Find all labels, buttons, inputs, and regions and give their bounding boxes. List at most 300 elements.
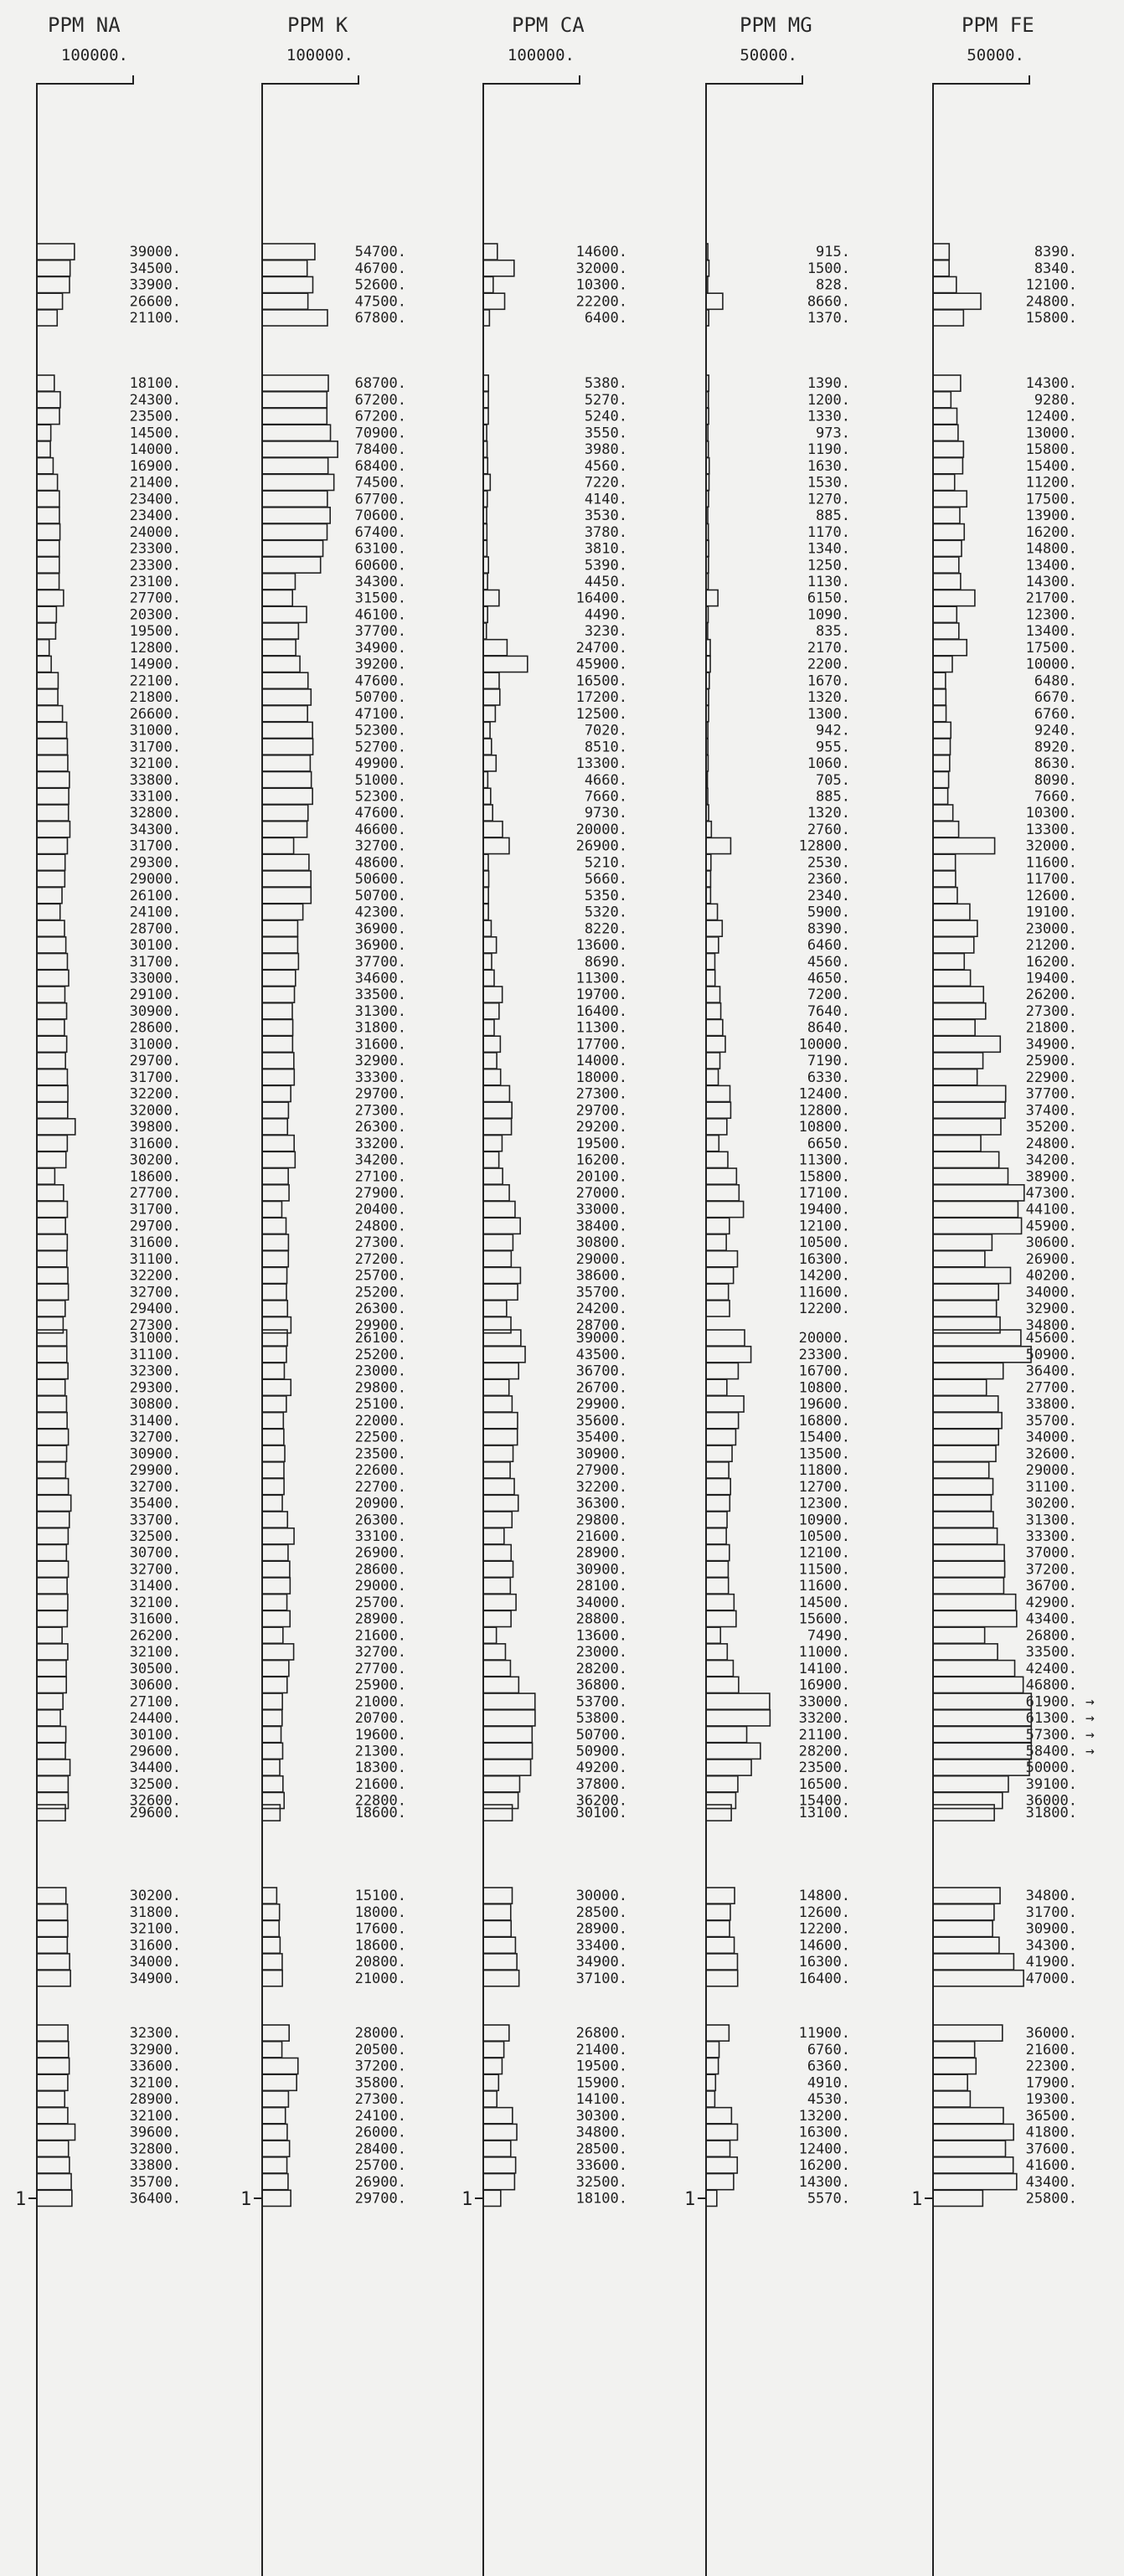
bar [706, 2190, 717, 2206]
value-label: 34300. [1025, 1937, 1077, 1955]
bar [262, 970, 296, 986]
value-label: 38600. [575, 1267, 627, 1285]
bar [262, 310, 327, 326]
value-label: 32700. [354, 1644, 406, 1662]
bar [37, 260, 70, 276]
value-label: 4490. [584, 606, 627, 624]
value-label: 52300. [354, 788, 406, 806]
value-label: 28500. [575, 2141, 627, 2158]
value-label: 942. [816, 722, 850, 739]
bar [706, 474, 709, 490]
value-label: 13300. [1025, 821, 1077, 838]
bar [706, 1363, 738, 1378]
bar [483, 920, 491, 936]
value-label: 31800. [1025, 1805, 1077, 1822]
column-ppm-ca [461, 13, 627, 2576]
bar [262, 672, 308, 688]
value-label: 4560. [807, 953, 850, 971]
bar [706, 689, 709, 705]
bar [483, 1151, 499, 1167]
value-label: 24700. [575, 639, 627, 657]
bar [933, 1267, 1010, 1283]
overflow-arrow: → [1085, 1742, 1095, 1760]
value-label: 32100. [129, 2074, 181, 2092]
bar [262, 590, 292, 605]
value-label: 4530. [807, 2091, 850, 2109]
bar [706, 1019, 723, 1035]
value-label: 22200. [575, 293, 627, 311]
bar [483, 1445, 513, 1461]
value-label: 30100. [575, 1805, 627, 1822]
value-label: 30900. [129, 1445, 181, 1463]
value-label: 34500. [129, 260, 181, 277]
bar [37, 722, 67, 738]
bar [262, 1069, 294, 1085]
value-label: 37200. [354, 2058, 406, 2075]
value-label: 47100. [354, 705, 406, 723]
bar [262, 888, 311, 904]
bar [37, 244, 75, 260]
value-label: 15800. [798, 1168, 850, 1186]
value-label: 14300. [798, 2173, 850, 2191]
bar [483, 507, 487, 523]
bar [262, 788, 312, 804]
bar [483, 1677, 518, 1692]
value-label: 43500. [575, 1346, 627, 1363]
bar [483, 458, 487, 474]
bar [706, 441, 709, 457]
bar [706, 1301, 730, 1316]
bar [37, 1085, 68, 1101]
bar [37, 788, 69, 804]
bar [483, 1479, 514, 1495]
value-label: 16700. [798, 1363, 850, 1380]
value-label: 15400. [798, 1792, 850, 1810]
value-label: 54700. [354, 244, 406, 261]
value-label: 33400. [575, 1937, 627, 1955]
value-label: 36200. [575, 1792, 627, 1810]
bar [706, 1759, 751, 1775]
bar [483, 1693, 535, 1709]
bar [37, 1347, 67, 1363]
value-label: 6480. [1034, 672, 1077, 690]
value-label: 2170. [807, 639, 850, 657]
value-label: 30200. [1025, 1495, 1077, 1512]
value-label: 11600. [798, 1284, 850, 1301]
value-label: 36900. [354, 920, 406, 938]
value-label: 17600. [354, 1920, 406, 1938]
value-label: 28900. [575, 1544, 627, 1562]
value-label: 29900. [354, 1316, 406, 1334]
value-label: 21600. [1025, 2041, 1077, 2058]
value-label: 828. [816, 276, 850, 294]
bar [37, 1218, 65, 1234]
value-label: 42400. [1025, 1660, 1077, 1677]
bar [37, 1805, 65, 1821]
value-label: 11300. [798, 1151, 850, 1169]
value-label: 31700. [129, 953, 181, 971]
bar [483, 1168, 503, 1184]
value-label: 21000. [354, 1970, 406, 1987]
value-label: 29100. [129, 987, 181, 1004]
value-label: 28900. [575, 1920, 627, 1938]
value-label: 32300. [129, 2025, 181, 2043]
max-scale-label: 50000. [967, 46, 1024, 64]
value-label: 33300. [354, 1069, 406, 1086]
bar [37, 1920, 68, 1936]
bar [262, 937, 297, 953]
bar [262, 1136, 294, 1151]
value-label: 20700. [354, 1710, 406, 1728]
bar [483, 822, 503, 837]
value-label: 14300. [1025, 573, 1077, 590]
bar [706, 1185, 739, 1201]
bar [37, 1495, 71, 1511]
bar [483, 1710, 535, 1726]
bar [933, 2042, 975, 2058]
bar [706, 260, 709, 276]
value-label: 16300. [798, 1250, 850, 1268]
value-label: 25700. [354, 1267, 406, 1285]
bar [483, 1644, 505, 1660]
value-label: 13600. [575, 937, 627, 955]
bar [933, 1727, 1031, 1743]
bar [706, 1445, 732, 1461]
bar [262, 837, 294, 853]
bar [933, 689, 946, 705]
bar [706, 2074, 715, 2090]
value-label: 34900. [354, 639, 406, 657]
value-label: 27900. [575, 1462, 627, 1480]
bar [262, 2157, 287, 2173]
bar [706, 1330, 745, 1346]
bar [933, 970, 971, 986]
bar [706, 408, 709, 424]
value-label: 14900. [129, 656, 181, 673]
bar [262, 1495, 282, 1511]
bar [37, 772, 70, 788]
value-label: 5390. [584, 557, 627, 574]
bar [262, 772, 312, 788]
value-label: 31600. [354, 1036, 406, 1054]
bar [483, 590, 499, 605]
value-label: 29000. [1025, 1462, 1077, 1480]
value-label: 13300. [575, 755, 627, 773]
bar [262, 1610, 290, 1626]
bar [933, 2025, 1003, 2041]
bar [706, 1267, 734, 1283]
bar [262, 1301, 287, 1316]
bar [262, 854, 309, 870]
bar [706, 244, 708, 260]
value-label: 61900. [1025, 1693, 1077, 1711]
value-label: 47600. [354, 672, 406, 690]
value-label: 37200. [1025, 1561, 1077, 1579]
value-label: 32700. [129, 1429, 181, 1446]
bar [933, 888, 957, 904]
bar [483, 805, 492, 821]
value-label: 34900. [129, 1970, 181, 1987]
bar [262, 2108, 286, 2124]
bar [706, 1920, 730, 1936]
bar [933, 1301, 997, 1316]
value-label: 8220. [584, 920, 627, 938]
value-label: 34800. [1025, 1316, 1077, 1334]
bar [262, 1759, 280, 1775]
bar [37, 2042, 69, 2058]
bar [706, 557, 709, 573]
bar [37, 1971, 70, 1986]
value-label: 16900. [798, 1677, 850, 1694]
bar [933, 1330, 1021, 1346]
value-label: 5900. [807, 904, 850, 921]
bar [37, 805, 69, 821]
value-label: 35400. [575, 1429, 627, 1446]
bar [706, 2058, 719, 2074]
bar [262, 574, 295, 590]
bar [262, 1347, 286, 1363]
bar [706, 1561, 728, 1577]
bar [262, 425, 331, 440]
value-label: 41900. [1025, 1954, 1077, 1971]
value-label: 1300. [807, 705, 850, 723]
value-label: 78400. [354, 441, 406, 459]
bar [262, 524, 327, 540]
value-label: 39800. [129, 1119, 181, 1136]
value-label: 19300. [1025, 2091, 1077, 2109]
value-label: 10300. [1025, 805, 1077, 822]
value-label: 33700. [129, 1512, 181, 1529]
bar [262, 2074, 296, 2090]
value-label: 27700. [129, 1185, 181, 1202]
bar [262, 1251, 288, 1267]
bar [262, 987, 295, 1002]
value-label: 34900. [1025, 1036, 1077, 1054]
bar [37, 1379, 65, 1395]
value-label: 28600. [129, 1019, 181, 1037]
bar [262, 557, 321, 573]
value-label: 1390. [807, 375, 850, 393]
bar [933, 904, 970, 920]
value-label: 22900. [1025, 1069, 1077, 1086]
value-label: 28100. [575, 1578, 627, 1595]
bar [483, 2025, 509, 2041]
bar [706, 2124, 737, 2140]
bar [933, 1495, 991, 1511]
column-title: PPM K [287, 13, 348, 37]
bar [706, 755, 708, 771]
bar [706, 1102, 730, 1118]
value-label: 46100. [354, 606, 406, 624]
value-label: 28200. [575, 1660, 627, 1677]
bar [262, 1644, 294, 1660]
value-label: 35700. [129, 2173, 181, 2191]
bar [483, 2141, 511, 2156]
value-label: 34300. [354, 573, 406, 590]
bar [262, 1971, 282, 1986]
value-label: 2360. [807, 871, 850, 889]
value-label: 32100. [129, 1644, 181, 1662]
bar [706, 1578, 729, 1594]
bar [483, 1003, 499, 1019]
value-label: 1530. [807, 474, 850, 492]
value-label: 31100. [129, 1250, 181, 1268]
bar [262, 739, 313, 755]
value-label: 29000. [129, 871, 181, 889]
value-label: 32500. [129, 1775, 181, 1793]
value-label: 6400. [584, 310, 627, 327]
bar [483, 1610, 511, 1626]
value-label: 14800. [1025, 540, 1077, 558]
value-label: 21300. [354, 1743, 406, 1760]
bar [262, 491, 327, 507]
value-label: 36000. [1025, 2025, 1077, 2043]
value-label: 1130. [807, 573, 850, 590]
bar [933, 441, 963, 457]
axis-line [933, 75, 1029, 2576]
value-label: 33200. [798, 1710, 850, 1728]
bar [706, 1119, 727, 1135]
bar [483, 1136, 502, 1151]
value-label: 19600. [354, 1726, 406, 1744]
bar [483, 954, 492, 970]
value-label: 36400. [1025, 1363, 1077, 1380]
bar [483, 1185, 509, 1201]
bar [37, 1251, 67, 1267]
bar [483, 1085, 509, 1101]
bar [483, 1202, 515, 1218]
bar [706, 904, 718, 920]
value-label: 7220. [584, 474, 627, 492]
value-label: 22800. [354, 1792, 406, 1810]
bar [37, 706, 63, 722]
value-label: 5660. [584, 871, 627, 889]
bar [262, 755, 310, 771]
value-label: 16400. [798, 1970, 850, 1987]
value-label: 31500. [354, 590, 406, 607]
value-label: 12800. [129, 639, 181, 657]
bar [262, 1479, 284, 1495]
bar [483, 1330, 521, 1346]
value-label: 19500. [575, 1135, 627, 1152]
bar [933, 392, 951, 408]
bar [933, 276, 956, 292]
value-label: 11600. [798, 1578, 850, 1595]
value-label: 15100. [354, 1888, 406, 1905]
value-label: 39600. [129, 2124, 181, 2141]
value-label: 20900. [354, 1495, 406, 1512]
value-label: 26800. [1025, 1627, 1077, 1645]
value-label: 32700. [129, 1478, 181, 1496]
bar [262, 1710, 282, 1726]
value-label: 10500. [798, 1234, 850, 1252]
value-label: 48600. [354, 854, 406, 872]
bar [37, 1330, 67, 1346]
value-label: 14500. [798, 1594, 850, 1611]
value-label: 32100. [129, 2107, 181, 2125]
bar [706, 706, 709, 722]
bar [262, 1561, 290, 1577]
value-label: 30200. [129, 1888, 181, 1905]
value-label: 47000. [1025, 1970, 1077, 1987]
bar [933, 2141, 1005, 2156]
value-label: 22300. [1025, 2058, 1077, 2075]
value-label: 30100. [129, 1726, 181, 1744]
value-label: 12400. [1025, 408, 1077, 425]
value-label: 2340. [807, 887, 850, 904]
bar [933, 1413, 1002, 1429]
bar [37, 1151, 66, 1167]
value-label: 29800. [575, 1512, 627, 1529]
value-label: 39000. [129, 244, 181, 261]
value-label: 29900. [129, 1462, 181, 1480]
value-label: 5240. [584, 408, 627, 425]
value-label: 67800. [354, 310, 406, 327]
bar [933, 1776, 1008, 1792]
bar [706, 954, 714, 970]
value-label: 32100. [129, 755, 181, 773]
value-label: 19400. [798, 1201, 850, 1218]
value-label: 14100. [798, 1660, 850, 1677]
value-label: 31300. [354, 1002, 406, 1020]
bar [37, 1069, 67, 1085]
bar [706, 1479, 730, 1495]
bar [37, 1396, 66, 1412]
value-label: 22700. [354, 1478, 406, 1496]
value-label: 27300. [354, 1102, 406, 1120]
column-ppm-fe [911, 13, 1095, 2576]
bar [483, 1413, 518, 1429]
value-label: 19100. [1025, 904, 1077, 921]
value-label: 27300. [575, 1085, 627, 1103]
value-label: 33900. [129, 276, 181, 294]
value-label: 32000. [575, 260, 627, 277]
value-label: 47500. [354, 293, 406, 311]
value-label: 10800. [798, 1379, 850, 1397]
value-label: 23400. [129, 491, 181, 508]
value-label: 23000. [354, 1363, 406, 1380]
value-label: 37100. [575, 1970, 627, 1987]
value-label: 16500. [575, 672, 627, 690]
max-scale-label: 100000. [507, 46, 575, 64]
value-label: 1250. [807, 557, 850, 574]
value-label: 28500. [575, 1904, 627, 1921]
value-label: 17200. [575, 689, 627, 707]
bar [483, 623, 487, 639]
value-label: 31600. [129, 1937, 181, 1955]
bar [262, 871, 311, 887]
value-label: 27700. [129, 590, 181, 607]
bar [483, 1776, 519, 1792]
value-label: 39200. [354, 656, 406, 673]
bar [483, 640, 507, 656]
value-label: 16200. [575, 1151, 627, 1169]
bar [262, 1102, 288, 1118]
column-title: PPM NA [48, 13, 121, 37]
value-label: 6460. [807, 937, 850, 955]
bar [706, 656, 710, 672]
bar [933, 1512, 993, 1528]
bar [262, 920, 297, 936]
value-label: 31300. [1025, 1512, 1077, 1529]
bar [262, 1019, 293, 1035]
value-label: 33000. [575, 1201, 627, 1218]
bar [483, 1234, 513, 1250]
bar [706, 1904, 730, 1920]
value-label: 28800. [575, 1610, 627, 1628]
bar [37, 837, 67, 853]
bar [706, 1644, 727, 1660]
